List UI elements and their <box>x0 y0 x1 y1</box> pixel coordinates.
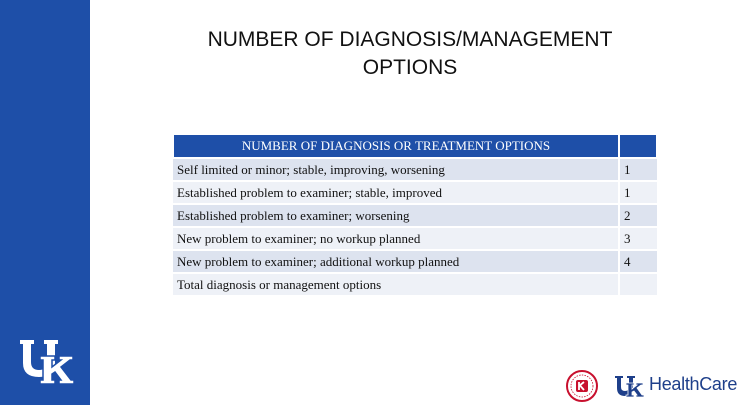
row-value: 3 <box>619 227 657 250</box>
uk-logo <box>18 336 76 386</box>
slide-title-line-2: OPTIONS <box>362 56 458 79</box>
healthcare-wordmark: HealthCare <box>649 374 737 394</box>
footer-logos <box>560 366 737 402</box>
table-header-row <box>173 134 657 158</box>
table-row <box>173 204 657 227</box>
diagnosis-options-table <box>172 133 658 297</box>
slide-title <box>120 26 700 82</box>
kentucky-childrens-seal-icon <box>566 370 598 402</box>
row-value: 2 <box>619 204 657 227</box>
table-row <box>173 158 657 181</box>
table-row <box>173 273 657 296</box>
table-row <box>173 250 657 273</box>
row-value: 1 <box>619 181 657 204</box>
row-value: 4 <box>619 250 657 273</box>
row-value <box>619 273 657 296</box>
row-label: Total diagnosis or management options <box>173 273 619 296</box>
uk-small-logo-icon <box>614 374 644 398</box>
row-label: New problem to examiner; no workup planned <box>173 227 619 250</box>
header-value <box>619 134 657 158</box>
row-value: 1 <box>619 158 657 181</box>
row-label: Self limited or minor; stable, improving, worsening <box>173 158 619 181</box>
table-row <box>173 227 657 250</box>
table-row <box>173 181 657 204</box>
header-label: NUMBER OF DIAGNOSIS OR TREATMENT OPTIONS <box>173 134 619 158</box>
slide-title-line-1: NUMBER OF DIAGNOSIS/MANAGEMENT <box>207 28 613 51</box>
row-label: New problem to examiner; additional workup planned <box>173 250 619 273</box>
row-label: Established problem to examiner; worsening <box>173 204 619 227</box>
left-brand-bar <box>0 0 90 405</box>
row-label: Established problem to examiner; stable, improved <box>173 181 619 204</box>
